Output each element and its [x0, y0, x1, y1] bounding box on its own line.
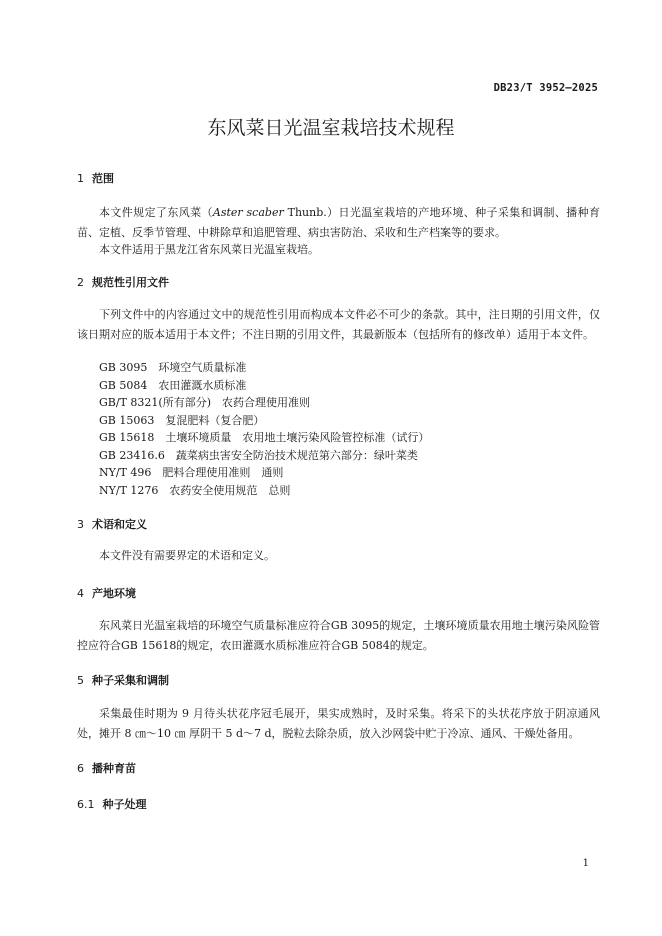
document-title: 东风菜日光温室栽培技术规程: [207, 117, 455, 139]
section-number: 5: [77, 674, 84, 687]
section-heading-3: [77, 516, 147, 532]
reference-item: GB 15618 土壤环境质量 农用地土壤污染风险管控标准（试行）: [99, 431, 430, 444]
standard-code: DB23/T 3952—2025: [493, 82, 598, 94]
reference-item: GB 3095 环境空气质量标准: [99, 361, 247, 374]
subsection-heading-6-1: [77, 796, 147, 812]
text-run: 本文件规定了东风菜（: [99, 206, 213, 219]
reference-item: NY/T 1276 农药安全使用规范 总则: [99, 483, 291, 497]
section-heading-2: [77, 274, 169, 290]
reference-item: GB 15063 复混肥料（复合肥）: [99, 413, 265, 427]
section-heading-6: [77, 760, 136, 776]
section-number: 3: [77, 518, 84, 531]
section-heading-4: [77, 585, 136, 601]
scope-paragraph: [77, 203, 600, 242]
terms-paragraph: 本文件没有需要界定的术语和定义。: [99, 549, 275, 562]
applicability-paragraph: 本文件适用于黑龙江省东风菜日光温室栽培。: [99, 243, 319, 256]
latin-name: Aster scaber: [212, 206, 284, 219]
section-title: 种子采集和调制: [92, 674, 169, 687]
section-heading-1: [77, 170, 114, 186]
page-number: 1: [582, 858, 589, 869]
section-title: 播种育苗: [92, 762, 136, 775]
section-title: 规范性引用文件: [92, 276, 169, 289]
environment-paragraph: 东风菜日光温室栽培的环境空气质量标准应符合GB 3095的规定，土壤环境质量农用地土壤污染风险管控应符合GB 15618的规定，农田灌溉水质标准应符合GB 5084的规定。: [77, 619, 600, 652]
references-intro: 下列文件中的内容通过文中的规范性引用而构成本文件必不可少的条款。其中，注日期的引用文件，仅该日期对应的版本适用于本文件；不注日期的引用文件，其最新版本（包括所有的修改单）适用于本文件。: [77, 308, 600, 341]
section-number: 6: [77, 762, 84, 775]
section-number: 1: [77, 172, 84, 185]
section-title: 范围: [92, 172, 114, 185]
text-run: Thunb.）日光温室栽培的产地环境、种子采集和调制、播种育苗、定植、反季节管理、中耕除草和追肥管理、病虫害防治、采收和生产档案等的要求。: [77, 206, 601, 239]
section-number: 6.1: [77, 798, 95, 811]
section-number: 4: [77, 587, 84, 600]
seed-collection-paragraph: 采集最佳时期为 9 月待头状花序冠毛展开，果实成熟时，及时采集。将采下的头状花序放于阴凉通风处，摊开 8 ㎝～10 ㎝ 厚阴干 5 d～7 d，脱粒去除杂质，放入沙网袋中贮于冷凉、通风、干燥处备用。: [77, 707, 600, 740]
section-number: 2: [77, 276, 84, 289]
reference-item: NY/T 496 肥料合理使用准则 通则: [99, 466, 284, 479]
reference-item: GB/T 8321(所有部分) 农药合理使用准则: [99, 396, 310, 409]
section-title: 产地环境: [92, 587, 136, 600]
reference-item: GB 23416.6 蔬菜病虫害安全防治技术规范第六部分：绿叶菜类: [99, 448, 418, 462]
reference-item: GB 5084 农田灌溉水质标准: [99, 378, 247, 392]
section-title: 术语和定义: [92, 518, 147, 531]
section-heading-5: [77, 672, 169, 688]
section-title: 种子处理: [102, 798, 147, 811]
